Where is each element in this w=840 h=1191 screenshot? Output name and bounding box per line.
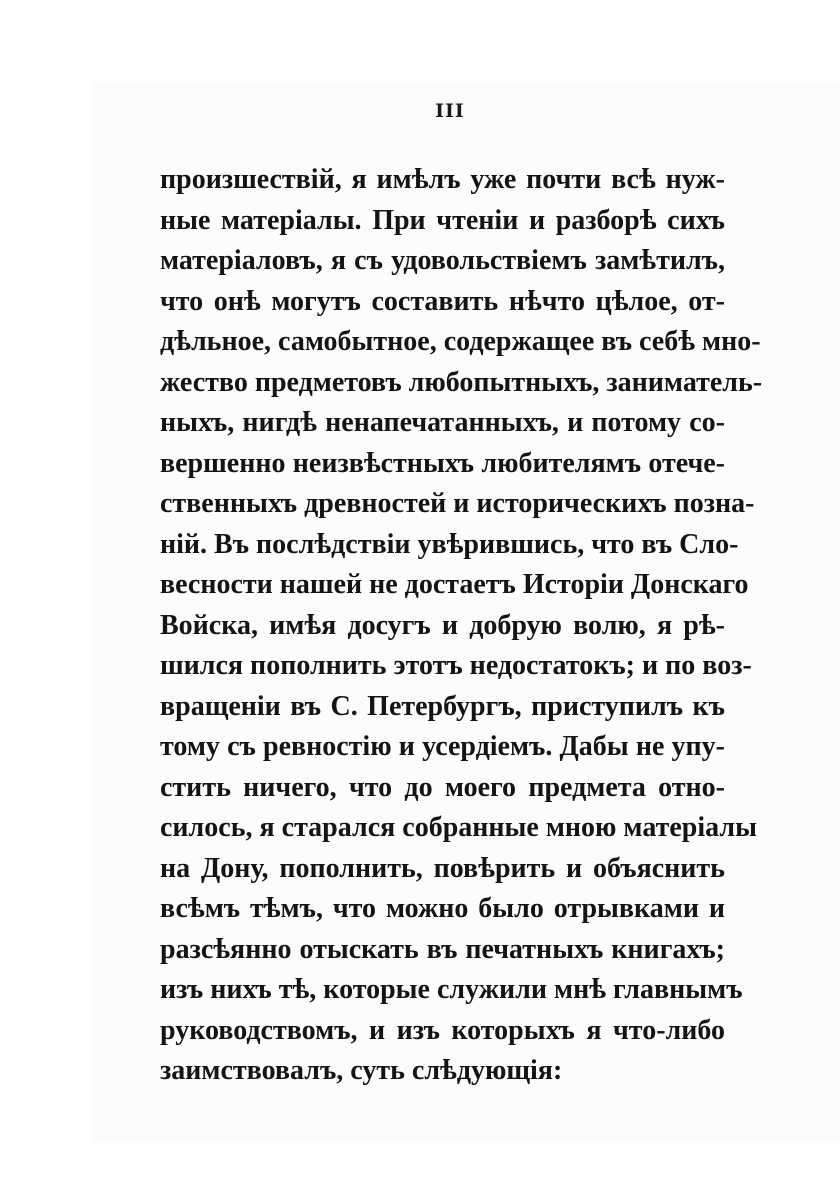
text-line: ныхъ, нигдѣ ненапечатанныхъ, и потому со- <box>160 407 725 438</box>
text-line: изъ нихъ тѣ, которые служили мнѣ главнымъ <box>160 974 743 1005</box>
text-line: матеріаловъ, я съ удовольствіемъ замѣтилъ, <box>160 245 725 276</box>
text-line: руководствомъ, и изъ которыхъ я что-либо <box>160 1014 725 1046</box>
text-line: жество предметовъ любопытныхъ, заниматель- <box>160 366 763 398</box>
text-line: Войска, имѣя досугъ и добрую волю, я рѣ- <box>160 609 725 641</box>
body-paragraph <box>160 160 763 1092</box>
text-line: вершенно неизвѣстныхъ любителямъ отече- <box>160 447 725 479</box>
text-line: стить ничего, что до моего предмета отно- <box>160 771 725 803</box>
text-line: разсѣянно отыскать въ печатныхъ книгахъ; <box>160 933 725 965</box>
text-line: шился пополнить этотъ недостатокъ; и по воз- <box>160 650 752 681</box>
text-line: всѣмъ тѣмъ, что можно было отрывками и <box>160 893 725 924</box>
text-line: тому съ ревностію и усердіемъ. Дабы не упу- <box>160 731 725 762</box>
text-line: вращеніи въ С. Петербургъ, приступилъ къ <box>160 690 725 722</box>
text-line: силось, я старался собранные мною матеріалы <box>160 812 757 843</box>
text-line: что онѣ могутъ составить нѣчто цѣлое, от- <box>160 285 725 317</box>
text-line: произшествій, я имѣлъ уже почти всѣ нуж- <box>160 164 725 195</box>
text-line: заимствовалъ, суть слѣдующія: <box>160 1055 563 1086</box>
text-line: весности нашей не достаетъ Исторіи Донскаго <box>160 569 749 600</box>
text-line: дѣльное, самобытное, содержащее въ себѣ мно- <box>160 326 761 357</box>
text-line: ній. Въ послѣдствіи увѣрившись, что въ Сло- <box>160 528 739 560</box>
page-number: III <box>435 100 465 122</box>
text-line: на Дону, пополнить, повѣрить и объяснить <box>160 852 725 884</box>
text-line: ственныхъ древностей и историческихъ позна- <box>160 488 755 519</box>
text-line: ные матеріалы. При чтеніи и разборѣ сихъ <box>160 204 725 236</box>
